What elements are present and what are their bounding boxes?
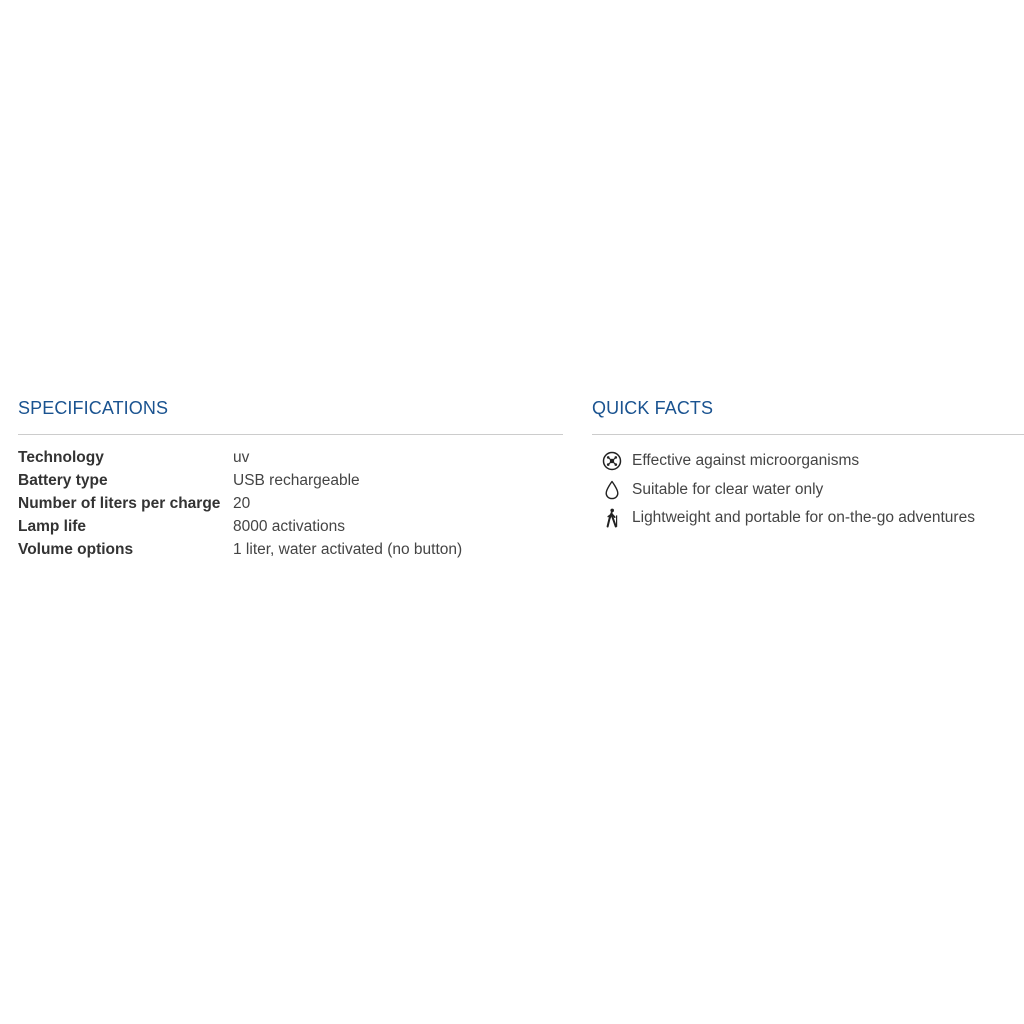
spec-value: USB rechargeable [233,472,360,489]
spec-value: 8000 activations [233,518,346,535]
specifications-divider [18,434,563,435]
spec-value: 1 liter, water activated (no button) [233,541,463,558]
hiker-icon [601,507,623,529]
spec-label: Number of liters per charge [18,495,221,512]
spec-label: Lamp life [18,518,87,535]
quick-facts-section [592,396,1024,533]
quick-facts-list [592,447,1024,533]
fact-text: Effective against microorganisms [632,452,860,470]
spec-row-liters-per-charge [18,492,462,515]
quick-facts-heading: QUICK FACTS [592,398,714,418]
fact-item [592,476,1024,505]
spec-value: uv [233,449,250,466]
spec-row-lamp-life [18,515,462,538]
spec-value: 20 [233,495,251,512]
spec-row-volume-options [18,538,462,561]
fact-item [592,447,1024,476]
specifications-table [18,446,462,561]
spec-label: Battery type [18,472,108,489]
fact-text: Lightweight and portable for on-the-go adventures [632,509,975,527]
fact-text: Suitable for clear water only [632,480,824,498]
microorganism-icon [601,450,623,472]
spec-label: Technology [18,449,104,466]
spec-row-battery-type [18,469,462,492]
quick-facts-divider [592,434,1024,435]
fact-item [592,504,1024,533]
spec-row-technology [18,446,462,469]
specifications-section [18,396,563,561]
spec-label: Volume options [18,541,134,558]
water-drop-icon [601,479,623,501]
specifications-heading: SPECIFICATIONS [18,398,169,418]
